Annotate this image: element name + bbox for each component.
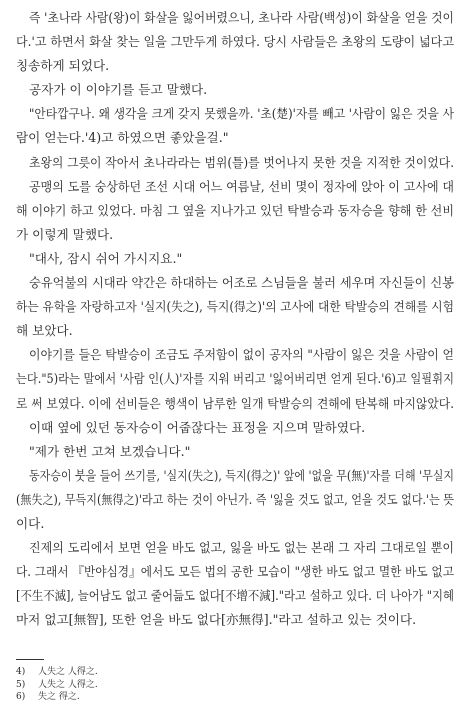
text-line: "대사, 잠시 쉬어 가시지요." (29, 250, 183, 266)
text-line: [不生不滅], 늘어남도 없고 줄어듦도 없다[不增不減]."라고 설하고 있다. 더 나아가 "지혜 (16, 588, 454, 604)
text-line: "안타깝구나. 왜 생각을 크게 갖지 못했을까. '초(楚)'자를 빼고 '사람이 잃은 것을 사 (29, 106, 454, 122)
text-line: 즉 '초나라 사람(왕)이 화살을 잃어버렸으니, 초나라 사람(백성)이 화살을 얻을 것이 (29, 10, 454, 25)
text-line: 이때 옆에 있던 동자승이 어줍잖다는 표정을 지으며 말하였다. (29, 419, 366, 435)
footnote (16, 679, 98, 692)
footnote-text: 失之 得之. (38, 692, 80, 702)
footnote-text: 人失之 人得之. (38, 679, 98, 690)
text-line: 이야기를 들은 탁발승이 조금도 주저함이 없이 공자의 "사람이 잃은 것을 사람이 얻 (29, 347, 454, 363)
text-line: 다.'고 하면서 화살 찾는 일을 그만두게 하였다. 당시 사람들은 초왕의 도량이 넓다고 (16, 34, 455, 50)
text-line: "제가 한번 고쳐 보겠습니다." (29, 443, 191, 459)
body-text (16, 6, 454, 632)
text-line: 하는 유학을 자랑하고자 '실지(失之), 득지(得之)'의 고사에 대한 탁발승의 견해를 시험 (16, 299, 454, 315)
footnote (16, 691, 98, 704)
text-line: 가 이렇게 말했다. (16, 226, 114, 242)
text-line: 로 써 보였다. 이에 선비들은 행색이 남루한 일개 탁발승의 견해에 탄복해 마지않았다. (16, 395, 455, 411)
footnotes (16, 666, 98, 704)
text-line: 공자가 이 이야기를 듣고 말했다. (29, 82, 208, 98)
text-line: 마저 없고[無智], 또한 얻을 바도 없다[亦無得]."라고 설하고 있는 것이다. (16, 612, 417, 628)
text-line: (無失之), 무득지(無得之)'라고 하는 것이 아닌가. 즉 '잃을 것도 없고, 얻을 것도 없다.'는 뜻 (16, 491, 455, 507)
text-line: 칭송하게 되었다. (16, 58, 110, 74)
text-line: 초왕의 그릇이 작아서 초나라라는 범위(틀)를 벗어나지 못한 것을 지적한 것이었다. (29, 154, 455, 170)
footnote-divider (16, 659, 44, 660)
text-line: 해 보았다. (16, 323, 73, 339)
text-line: 람이 얻는다.'4)고 하였으면 좋았을걸." (16, 130, 229, 146)
text-line: 공맹의 도를 숭상하던 조선 시대 어느 여름날, 선비 몇이 정자에 앉아 이 고사에 대 (29, 178, 454, 194)
text-line: 진제의 도리에서 보면 얻을 바도 없고, 잃을 바도 없는 본래 그 자리 그대로일 뿐이 (29, 540, 454, 556)
text-line: 는다."5)라는 말에서 '사람 인(人)'자를 지워 버리고 '잃어버리면 얻게 된다.'6)고 일필휘지 (16, 371, 454, 387)
footnote-number: 6) (16, 692, 26, 702)
text-line: 이다. (16, 515, 45, 531)
text-line: 다. 그래서 『반야심경』에서도 모든 법의 공한 모습이 "생한 바도 없고 멸한 바도 없고 (16, 564, 454, 580)
text-line: 해 이야기 하고 있었다. 마침 그 옆을 지나가고 있던 탁발승과 동자승을 향해 한 선비 (16, 202, 454, 218)
text-line: 동자승이 붓을 들어 쓰기를, '실지(失之), 득지(得之)' 앞에 '없을 무(無)'자를 더해 '무실지 (29, 467, 455, 483)
footnote-text: 人失之 人得之. (38, 667, 98, 677)
footnote-number: 4) (16, 667, 26, 677)
footnote-number: 5) (16, 679, 26, 690)
footnote (16, 666, 98, 679)
text-line: 숭유억불의 시대라 약간은 하대하는 어조로 스님들을 불러 세우며 자신들이 신봉 (29, 275, 454, 291)
